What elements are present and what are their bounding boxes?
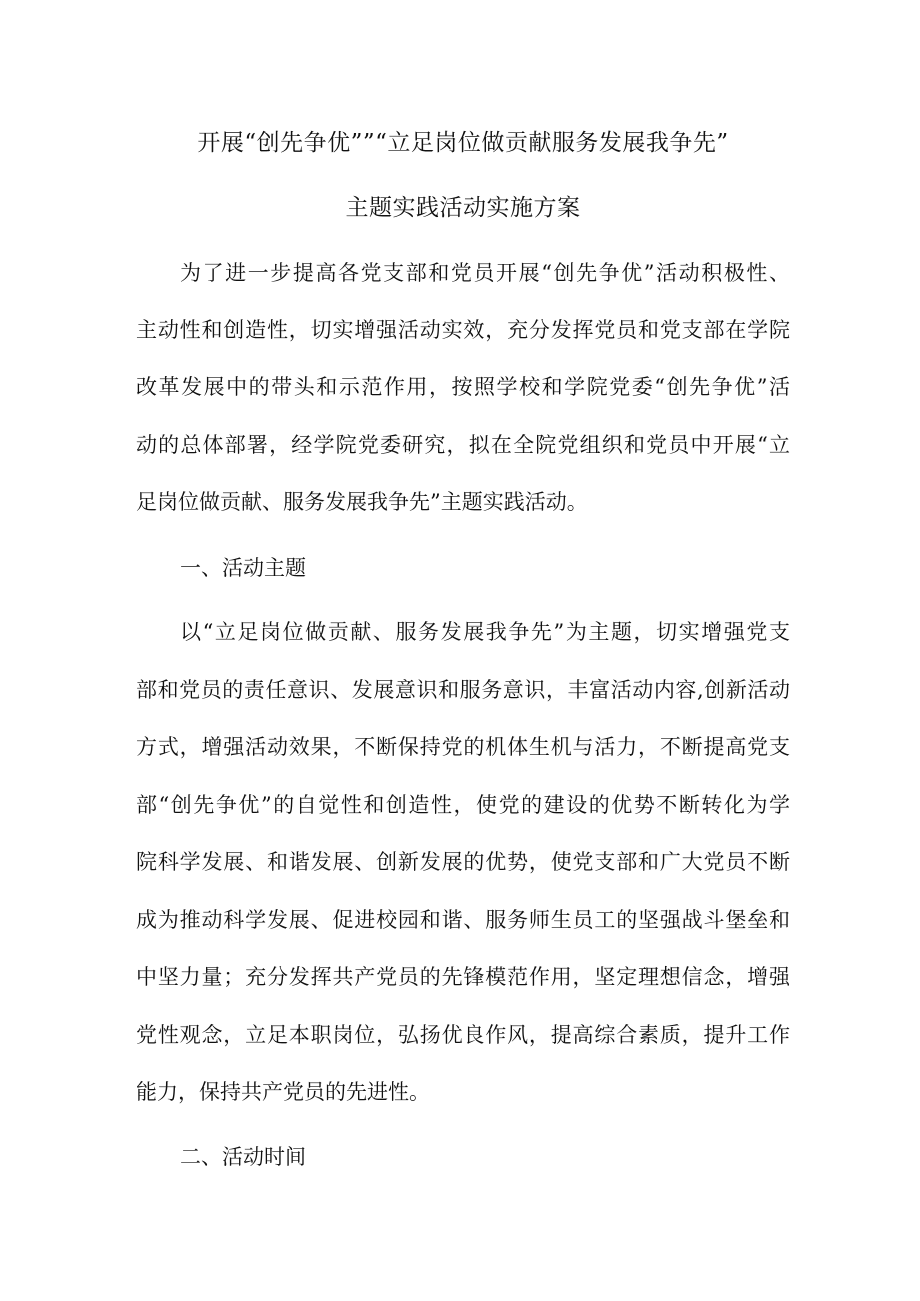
section-heading-activity-theme: 一、活动主题 (180, 556, 306, 580)
paragraph-line: 中坚力量；充分发挥共产党员的先锋模范作用，坚定理想信念，增强 (136, 965, 790, 989)
paragraph-line: 为了进一步提高各党支部和党员开展“创先争优”活动积极性、 (180, 261, 790, 285)
paragraph-line: 以“立足岗位做贡献、服务发展我争先”为主题，切实增强党支 (180, 620, 790, 644)
paragraph-line: 能力，保持共产党员的先进性。 (136, 1080, 430, 1104)
paragraph-line: 主动性和创造性，切实增强活动实效，充分发挥党员和党支部在学院 (136, 318, 790, 342)
paragraph-line: 足岗位做贡献、服务发展我争先”主题实践活动。 (136, 490, 588, 514)
paragraph-line: 方式，增强活动效果，不断保持党的机体生机与活力，不断提高党支 (136, 735, 790, 759)
paragraph-line: 改革发展中的带头和示范作用，按照学校和学院党委“创先争优”活 (136, 375, 790, 399)
section-heading-activity-time: 二、活动时间 (180, 1145, 306, 1169)
paragraph-line: 院科学发展、和谐发展、创新发展的优势，使党支部和广大党员不断 (136, 850, 790, 874)
paragraph-line: 成为推动科学发展、促进校园和谐、服务师生员工的坚强战斗堡垒和 (136, 908, 790, 932)
paragraph-line: 党性观念，立足本职岗位，弘扬优良作风，提高综合素质，提升工作 (136, 1023, 790, 1047)
paragraph-line: 部“创先争优”的自觉性和创造性，使党的建设的优势不断转化为学 (136, 793, 790, 817)
paragraph-line: 动的总体部署，经学院党委研究，拟在全院党组织和党员中开展“立 (136, 433, 790, 457)
document-title-line-2: 主题实践活动实施方案 (345, 195, 581, 221)
document-title-line-1: 开展“创先争优””“立足岗位做贡献服务发展我争先” (197, 130, 729, 156)
paragraph-line: 部和党员的责任意识、发展意识和服务意识，丰富活动内容,创新活动 (136, 678, 790, 702)
